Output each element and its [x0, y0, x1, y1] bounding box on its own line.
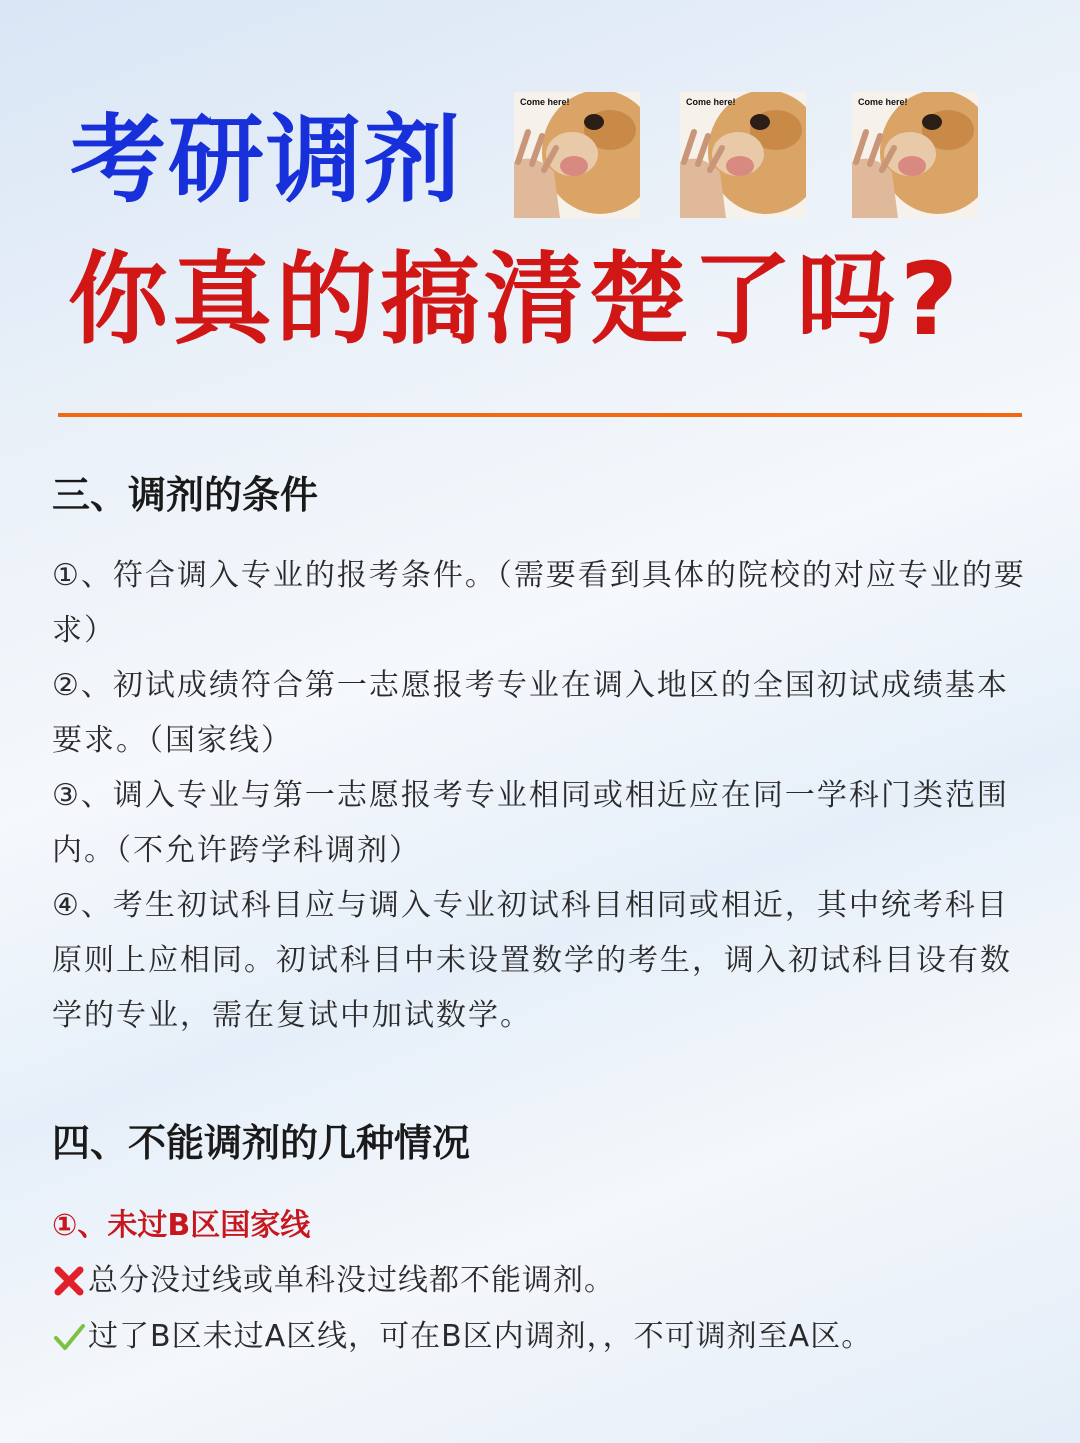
cross-line	[52, 1260, 615, 1302]
condition-item-3: ③、调入专业与第一志愿报考专业相同或相近应在同一学科门类范围内。（不允许跨学科调剂）	[52, 778, 1009, 868]
check-line	[52, 1316, 872, 1358]
cross-mark-icon	[52, 1264, 86, 1298]
cat-illustration	[514, 92, 640, 218]
cross-line-text: 总分没过线或单科没过线都不能调剂。	[88, 1263, 615, 1298]
orange-divider	[58, 413, 1022, 417]
check-line-text: 过了B区未过A区线，可在B区内调剂，，不可调剂至A区。	[88, 1319, 873, 1354]
cat-illustration	[680, 92, 806, 218]
cat-caption: Come here!	[858, 97, 908, 107]
section-4-heading: 四、不能调剂的几种情况	[52, 1121, 471, 1165]
cat-caption: Come here!	[686, 97, 736, 107]
title-line-1: 考研调剂	[70, 104, 462, 216]
cat-meme-image	[852, 92, 978, 218]
title-line-2: 你真的搞清楚了吗?	[68, 241, 963, 358]
condition-item-4: ④、考生初试科目应与调入专业初试科目相同或相近，其中统考科目原则上应相同。初试科目中未设置数学的考生，调入初试科目设有数学的专业，需在复试中加试数学。	[52, 888, 1012, 1033]
cat-illustration	[852, 92, 978, 218]
condition-item-2: ②、初试成绩符合第一志愿报考专业在调入地区的全国初试成绩基本要求。（国家线）	[52, 668, 1009, 758]
cat-meme-image	[680, 92, 806, 218]
section-3-heading: 三、调剂的条件	[52, 473, 319, 517]
section-4-subheading: ①、未过B区国家线	[52, 1208, 311, 1243]
check-mark-icon	[52, 1320, 86, 1354]
cat-meme-image	[514, 92, 640, 218]
condition-item-1: ①、符合调入专业的报考条件。（需要看到具体的院校的对应专业的要求）	[52, 558, 1026, 648]
cat-caption: Come here!	[520, 97, 570, 107]
